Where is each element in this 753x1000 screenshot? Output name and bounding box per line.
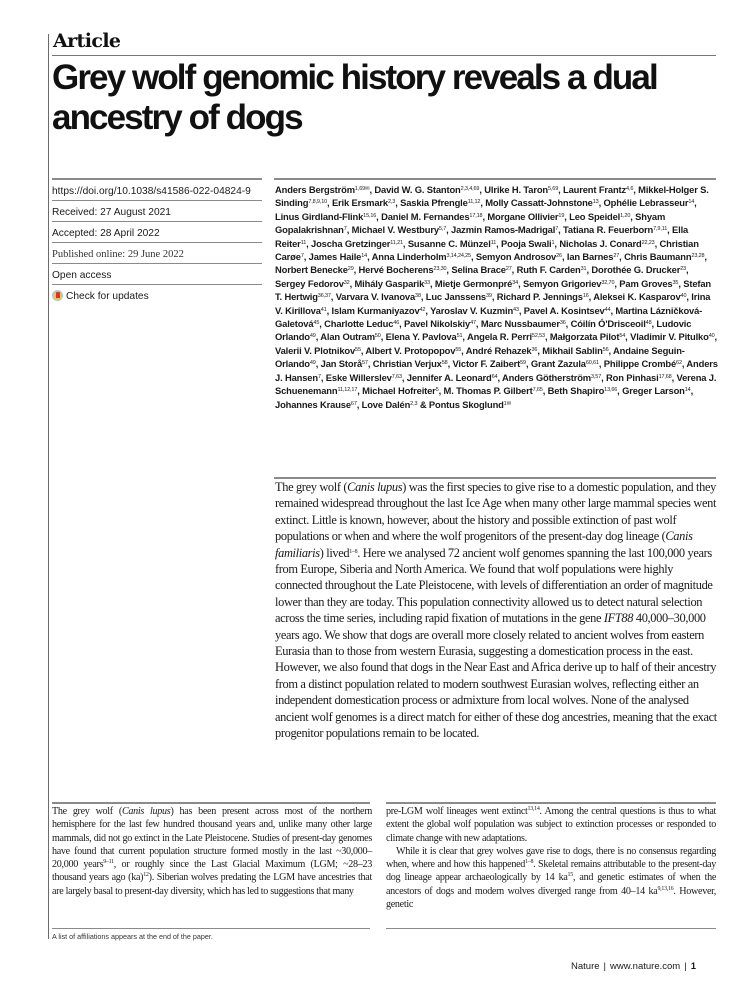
author-affiliation-ref: 11,21 <box>390 239 403 246</box>
article-type-label: Article <box>53 30 121 52</box>
received-date: Received: 27 August 2021 <box>52 204 262 222</box>
author-affiliation-ref: 7 <box>555 226 559 233</box>
author-name[interactable]: Anders J. Hansen <box>275 358 718 383</box>
author-affiliation-ref: 5,7 <box>438 226 447 233</box>
author-name[interactable]: Mihály Gasparik <box>354 277 425 289</box>
author-affiliation-ref: 62 <box>676 360 682 367</box>
author-affiliation-ref: 2,3,4,69 <box>460 186 480 192</box>
author-affiliation-ref: 23,30 <box>433 266 447 273</box>
author-affiliation-ref: 7,63 <box>391 373 402 380</box>
author-name[interactable]: Ian Barnes <box>566 251 614 263</box>
author-affiliation-ref: 58 <box>441 360 448 367</box>
author-name[interactable]: Eske Willerslev <box>325 371 392 383</box>
author-affiliation-ref: 5,69 <box>548 186 559 192</box>
author-affiliation-ref: 15,16 <box>363 212 377 219</box>
author-affiliation-ref: 13,66 <box>604 387 618 394</box>
author-name[interactable]: Anna Linderholm <box>371 251 447 263</box>
author-affiliation-ref: 3,14,24,25 <box>446 253 471 260</box>
author-affiliation-ref: 36,37 <box>317 293 331 300</box>
author-affiliation-ref: 3,57 <box>591 373 602 380</box>
author-affiliation-ref: 14 <box>688 199 695 206</box>
author-affiliation-ref: 40 <box>680 293 687 300</box>
journal-name: Nature <box>571 961 600 972</box>
author-affiliation-ref: 31 <box>580 266 587 273</box>
author-affiliation-ref: 7 <box>300 253 304 260</box>
metadata-divider <box>52 178 262 180</box>
author-affiliation-ref: 42 <box>419 306 426 313</box>
author-name[interactable]: Anders Götherström <box>502 371 591 383</box>
author-affiliation-ref: 64 <box>491 373 498 380</box>
author-affiliation-ref: 27 <box>505 266 512 273</box>
author-affiliation-ref: 41 <box>320 306 327 313</box>
author-affiliation-ref: 7 <box>317 373 321 380</box>
header-divider <box>52 55 716 56</box>
article-metadata-panel <box>52 178 262 308</box>
author-affiliation-ref: 56 <box>602 346 609 353</box>
footer-separator: | <box>603 961 606 972</box>
author-affiliation-ref: 1✉ <box>503 400 512 407</box>
author-name[interactable]: Saskia Pfrengle <box>400 197 468 209</box>
author-name[interactable]: Mietje Germonpré <box>434 277 513 289</box>
author-affiliation-ref: 1,69✉ <box>354 186 370 192</box>
author-affiliation-ref: 2,3 <box>410 400 418 407</box>
citation-ref[interactable]: 9–11 <box>103 859 114 866</box>
author-name[interactable]: Susanne C. Münzel <box>407 237 491 249</box>
author-name[interactable]: Martina Lázničková-Galetová <box>275 304 703 330</box>
check-for-updates-icon <box>52 290 63 301</box>
author-name[interactable]: Angela R. Perri <box>466 331 532 343</box>
author-affiliation-ref: 33 <box>424 279 430 286</box>
species-name: Canis lupus <box>121 806 171 817</box>
author-affiliation-ref: 11,12 <box>467 199 481 206</box>
author-affiliation-ref: 1 <box>551 239 555 246</box>
author-name[interactable]: Irina V. Kirillova <box>275 291 711 316</box>
author-name[interactable]: Daniel M. Fernandes <box>381 210 470 222</box>
author-affiliation-ref: 54 <box>619 333 626 340</box>
author-affiliation-ref: 16 <box>582 293 589 300</box>
author-affiliation-ref: 50 <box>374 333 381 340</box>
author-affiliation-ref: 55 <box>455 346 462 353</box>
author-name[interactable]: Pontus Skoglund <box>428 398 504 410</box>
author-name[interactable]: Leo Speidel <box>569 210 621 222</box>
citation-ref[interactable]: 9,13,16 <box>657 885 674 892</box>
author-name[interactable]: M. Thomas P. Gilbert <box>443 385 533 397</box>
author-name[interactable]: James Haile <box>308 251 362 263</box>
body-paragraph: The grey wolf (Canis lupus) has been present across most of the northern hemisphere for the last few hundred thousand years and, unlike many other large mammals, did not go extinct in the Late Pleistocene. Studies of present-day genomes have found that current population structure formed mostly in the last ~30,000–20,000 years$^{9-11}$, or roughly since the Last Glacial Maximum (LGM; ~28–23 thousand years ago (ka)$^{12}$). Siberian wolves predating the LGM have ancestries that are largely basal to present-day diversity, which has led to suggestions that many <box>52 806 373 897</box>
abstract: The grey wolf (Canis lupus) was the first species to give rise to a domestic population, and they remained widespread throughout the last Ice Age when many other large mammal species went extinct. Little is known, however, about the history and possible extinction of past wolf populations or when and where the wolf progenitors of the present-day dog lineage (Canis familiaris) lived$^{1-8}$. Here we analysed 72 ancient wolf genomes spanning the last 100,000 years from Europe, Siberia and North America. We found that wolf populations were highly connected throughout the Late Pleistocene, with levels of differentiation an order of magnitude lower than they are today. This population connectivity allowed us to detect natural selection across the time series, including rapid fixation of mutations in the gene IFT88 40,000–30,000 years ago. We show that dogs are overall more closely related to ancient wolves from eastern Eurasia than to those from western Eurasia, suggesting a domestication process in the east. However, we also found that dogs in the Near East and Africa derive up to half of their ancestry from a distinct population related to modern southwest Eurasian wolves, reflecting either an independent domestication process or admixture from local wolves. None of the analysed ancient wolf genomes is a direct match for either of these dog ancestries, meaning that the exact progenitor populations remain to be located. <box>275 480 717 741</box>
page-number: 1 <box>690 961 696 972</box>
left-margin-rule <box>48 34 49 939</box>
author-name[interactable]: Charlotte Leduc <box>324 318 394 330</box>
author-name[interactable]: Joscha Gretzinger <box>311 237 391 249</box>
author-affiliation-ref: 14 <box>361 253 368 260</box>
journal-url-link[interactable]: www.nature.com <box>609 961 681 972</box>
species-name: Canis familiaris <box>275 529 693 560</box>
author-affiliation-ref: 40 <box>708 333 715 340</box>
open-access-label: Open access <box>52 267 262 285</box>
author-affiliation-ref: 36 <box>531 346 538 353</box>
author-name[interactable]: Valerii V. Plotnikov <box>275 344 356 356</box>
author-name[interactable]: Pavel A. Kosintsev <box>523 304 605 316</box>
doi-item <box>52 183 262 201</box>
author-name[interactable]: David W. G. Stanton <box>374 184 461 195</box>
author-name[interactable]: Dorothée G. Drucker <box>591 264 681 276</box>
author-name[interactable]: Greger Larson <box>622 385 685 397</box>
author-affiliation-ref: 23 <box>680 266 687 273</box>
author-name[interactable]: Christian Carøe <box>275 237 699 263</box>
author-name[interactable]: Marc Nussbaumer <box>480 318 560 330</box>
author-affiliation-ref: 57 <box>362 360 368 367</box>
author-name[interactable]: Ella Reiter <box>275 224 689 249</box>
author-name[interactable]: Norbert Benecke <box>275 264 348 276</box>
author-name[interactable]: Love Dalén <box>361 398 411 410</box>
author-name[interactable]: Philippe Crombé <box>603 358 677 370</box>
author-name[interactable]: Tatiana R. Feuerborn <box>563 224 654 236</box>
author-name[interactable]: Semyon Grigoriev <box>522 277 602 289</box>
author-name[interactable]: Molly Cassatt-Johnstone <box>485 197 593 209</box>
author-affiliation-ref: 34 <box>512 279 519 286</box>
author-affiliation-ref: 7,8,9,10 <box>308 199 328 206</box>
accepted-date: Accepted: 28 April 2022 <box>52 225 262 243</box>
author-name[interactable]: Shyam Gopalakrishnan <box>275 210 666 236</box>
author-name[interactable]: Vladimir V. Pitulko <box>630 331 709 343</box>
author-affiliation-ref: 14 <box>684 387 691 394</box>
author-name[interactable]: Hervé Bocherens <box>358 264 434 276</box>
author-affiliation-ref: 51 <box>456 333 463 340</box>
author-name[interactable]: Aleksei K. Kasparov <box>593 291 681 303</box>
author-affiliation-ref: 45 <box>313 320 320 327</box>
author-name[interactable]: Małgorzata Pilot <box>549 331 620 343</box>
author-affiliation-ref: 7,65 <box>532 387 543 394</box>
author-affiliation-ref: 49 <box>309 333 316 340</box>
author-affiliation-ref: 27 <box>613 253 620 260</box>
body-divider-right <box>386 802 716 804</box>
citation-ref[interactable]: 12 <box>143 872 149 879</box>
citation-ref[interactable]: 1–8 <box>349 548 358 555</box>
author-list: Anders Bergström$^{1,69✉}$, David W. G. Stanton$^{2,3,4,69}$, Ulrike H. Taron$^{5,69}$, Laurent Frantz$^{4,6}$, Mikkel-Holger S. Sinding$^{7,8,9,10}$, Erik Ersmark$^{2,3}$, Saskia Pfrengle$^{11,12}$, Molly Cassatt-Johnstone$^{13}$, Ophélie Lebrasseur$^{14}$, Linus Girdland-Flink$^{15,16}$, Daniel M. Fernandes$^{17,18}$, Morgane Ollivier$^{19}$, Leo Speidel$^{1,20}$, Shyam Gopalakrishnan$^7$, Michael V. Westbury$^{5,7}$, Jazmin Ramos-Madrigal$^7$, Tatiana R. Feuerborn$^{7,9,11}$, Ella Reiter$^{11}$, Joscha Gretzinger$^{11,21}$, Susanne C. Münzel$^{11}$, Pooja Swali$^1$, Nicholas J. Conard$^{22,23}$, Christian Carøe$^7$, James Haile$^{14}$, Anna Linderholm$^{3,14,24,25}$, Semyon Androsov$^{26}$, Ian Barnes$^{27}$, Chris Baumann$^{23,28}$, Norbert Benecke$^{29}$, Hervé Bocherens$^{23,30}$, Selina Brace$^{27}$, Ruth F. Carden$^{31}$, Dorothée G. Drucker$^{23}$, Sergey Fedorov$^{32}$, Mihály Gasparik$^{33}$, Mietje Germonpré$^{34}$, Semyon Grigoriev$^{32,70}$, Pam Groves$^{35}$, Stefan T. Hertwig$^{36,37}$, Varvara V. Ivanova$^{38}$, Luc Janssens$^{39}$, Richard P. Jennings$^{16}$, Aleksei K. Kasparov$^{40}$, Irina V. Kirillova$^{41}$, Islam Kurmaniyazov$^{42}$, Yaroslav V. Kuzmin$^{43}$, Pavel A. Kosintsev$^{44}$, Martina Lázničková-Galetová$^{45}$, Charlotte Leduc$^{46}$, Pavel Nikolskiy$^{47}$, Marc Nussbaumer$^{36}$, Cóilín Ó'Drisceoil$^{48}$, Ludovic Orlando$^{49}$, Alan Outram$^{50}$, Elena Y. Pavlova$^{51}$, Angela R. Perri$^{52,53}$, Małgorzata Pilot$^{54}$, Vladimir V. Pitulko$^{40}$, Valerii V. Plotnikov$^{55}$, Albert V. Protopopov$^{55}$, André Rehazek$^{36}$, Mikhail Sablin$^{56}$, Andaine Seguin-Orlando$^{49}$, Jan Storå$^{57}$, Christian Verjux$^{58}$, Victor F. Zaibert$^{59}$, Grant Zazula$^{60,61}$, Philippe Crombé$^{62}$, Anders J. Hansen$^7$, Eske Willerslev$^{7,63}$, Jennifer A. Leonard$^{64}$, Anders Götherström$^{3,57}$, Ron Pinhasi$^{17,68}$, Verena J. Schuenemann$^{11,12,17}$, Michael Hofreiter$^5$, M. Thomas P. Gilbert$^{7,65}$, Beth Shapiro$^{13,66}$, Greger Larson$^{14}$, Johannes Krause$^{67}$, Love Dalén$^{2,3}$ & Pontus Skoglund$^{1✉}$ <box>275 184 718 410</box>
author-name[interactable]: Jazmin Ramos-Madrigal <box>451 224 556 236</box>
species-name: Canis lupus <box>347 480 403 494</box>
author-name[interactable]: Ron Pinhasi <box>606 371 659 383</box>
author-affiliation-ref: 13 <box>592 199 599 206</box>
page-footer <box>571 961 696 972</box>
authors-divider <box>274 178 716 180</box>
author-affiliation-ref: 2,3 <box>388 199 396 206</box>
author-name[interactable]: Pooja Swali <box>501 237 552 249</box>
article-title: Grey wolf genomic history reveals a dual ancestry of dogs <box>52 58 657 137</box>
author-name[interactable]: Selina Brace <box>451 264 506 276</box>
author-affiliation-ref: 44 <box>604 306 611 313</box>
author-name[interactable]: Ulrike H. Taron <box>484 184 548 195</box>
author-name[interactable]: Elena Y. Pavlova <box>385 331 457 343</box>
author-affiliation-ref: 46 <box>393 320 400 327</box>
affiliations-footnote: A list of affiliations appears at the end of the paper. <box>52 932 213 941</box>
author-affiliation-ref: 32 <box>343 279 350 286</box>
author-name[interactable]: Luc Janssens <box>425 291 486 303</box>
author-affiliation-ref: 11 <box>300 239 307 246</box>
gene-name: IFT88 <box>603 611 634 626</box>
author-name[interactable]: Alan Outram <box>320 331 375 343</box>
author-name[interactable]: Stefan T. Hertwig <box>275 277 712 303</box>
author-name[interactable]: Ruth F. Carden <box>516 264 581 276</box>
author-name[interactable]: Semyon Androsov <box>475 251 557 263</box>
author-name[interactable]: Anders Bergström <box>275 184 355 195</box>
author-name[interactable]: Jennifer A. Leonard <box>406 371 492 383</box>
author-affiliation-ref: 29 <box>347 266 354 273</box>
body-divider-left <box>52 802 370 804</box>
author-name[interactable]: Cóilín Ó'Drisceoil <box>570 318 646 330</box>
author-affiliation-ref: 60,61 <box>585 360 599 367</box>
author-name[interactable]: Laurent Frantz <box>563 184 627 195</box>
author-affiliation-ref: 55 <box>355 346 361 353</box>
author-name[interactable]: André Rehazek <box>465 344 532 356</box>
author-affiliation-ref: 67 <box>350 400 357 407</box>
citation-ref[interactable]: 15 <box>567 872 573 879</box>
author-name[interactable]: Morgane Ollivier <box>487 210 559 222</box>
author-affiliation-ref: 19 <box>558 212 565 219</box>
author-name[interactable]: Pam Groves <box>619 277 673 289</box>
body-column-right <box>386 805 716 911</box>
author-name[interactable]: Grant Zazula <box>530 358 586 370</box>
author-affiliation-ref: 43 <box>513 306 519 313</box>
author-name[interactable]: Chris Baumann <box>624 251 692 263</box>
footer-separator: | <box>684 961 687 972</box>
check-for-updates-button[interactable] <box>52 288 262 305</box>
author-name[interactable]: Richard P. Jennings <box>496 291 583 303</box>
author-affiliation-ref: 52,53 <box>531 333 545 340</box>
author-name[interactable]: Linus Girdland-Flink <box>275 210 364 222</box>
author-name[interactable]: Jan Storå <box>320 358 363 370</box>
doi-link[interactable]: https://doi.org/10.1038/s41586-022-04824-9 <box>52 186 251 197</box>
author-name[interactable]: Mikhail Sablin <box>542 344 603 356</box>
citation-ref[interactable]: 1–8 <box>525 859 534 866</box>
author-name[interactable]: Sergey Fedorov <box>275 277 344 289</box>
author-affiliation-ref: 59 <box>520 360 526 367</box>
body-column-left <box>52 805 372 898</box>
author-affiliation-ref: 36 <box>559 320 566 327</box>
author-name[interactable]: Mikkel-Holger S. Sinding <box>275 184 709 209</box>
author-name[interactable]: Verena J. Schuenemann <box>275 371 717 397</box>
author-affiliation-ref: 7 <box>343 226 347 233</box>
author-name[interactable]: Varvara V. Ivanova <box>335 291 416 303</box>
citation-ref[interactable]: 13,14 <box>527 806 540 812</box>
footnote-divider-left <box>52 928 370 929</box>
author-name[interactable]: Ophélie Lebrasseur <box>603 197 689 209</box>
author-affiliation-ref: 4,6 <box>626 186 634 192</box>
author-affiliation-ref: 11,12,17 <box>337 387 358 394</box>
author-name[interactable]: Islam Kurmaniyazov <box>331 304 420 316</box>
author-name[interactable]: Michael V. Westbury <box>351 224 439 236</box>
author-name[interactable]: Ludovic Orlando <box>275 318 692 343</box>
author-affiliation-ref: 22,23 <box>641 239 655 246</box>
author-affiliation-ref: 38 <box>415 293 421 300</box>
author-name[interactable]: Victor F. Zaibert <box>452 358 521 370</box>
author-affiliation-ref: 17,68 <box>658 373 672 380</box>
author-affiliation-ref: 47 <box>470 320 476 327</box>
author-name[interactable]: Nicholas J. Conard <box>559 237 642 249</box>
author-name[interactable]: Yaroslav V. Kuzmin <box>430 304 514 316</box>
author-name[interactable]: Andaine Seguin-Orlando <box>275 344 685 370</box>
author-name[interactable]: Christian Verjux <box>372 358 442 370</box>
author-affiliation-ref: 17,18 <box>469 212 483 219</box>
body-paragraph: pre-LGM wolf lineages went extinct$^{13,14}$. Among the central questions is thus to what extent the global wolf population was subject to extinction processes or responded to climate change with new adaptations. <box>386 806 717 844</box>
author-affiliation-ref: 35 <box>672 279 679 286</box>
author-affiliation-ref: 7,9,11 <box>653 226 668 233</box>
author-affiliation-ref: 39 <box>486 293 492 300</box>
author-name[interactable]: Erik Ersmark <box>331 197 388 209</box>
author-affiliation-ref: 26 <box>556 253 562 260</box>
check-for-updates-label: Check for updates <box>66 291 149 302</box>
author-affiliation-ref: 23,28 <box>691 253 705 260</box>
author-name[interactable]: Pavel Nikolskiy <box>404 318 471 330</box>
author-affiliation-ref: 32,70 <box>601 279 615 286</box>
author-affiliation-ref: 11 <box>490 239 497 246</box>
published-date: Published online: 29 June 2022 <box>52 246 262 264</box>
author-name[interactable]: Michael Hofreiter <box>362 385 436 397</box>
author-name[interactable]: Albert V. Protopopov <box>365 344 456 356</box>
author-name[interactable]: Johannes Krause <box>275 398 351 410</box>
author-affiliation-ref: 1,20 <box>620 212 631 219</box>
footnote-divider-right <box>386 928 716 929</box>
body-paragraph: While it is clear that grey wolves gave rise to dogs, there is no consensus regarding when, where and how this happened$^{1-8}$. Skeletal remains attributable to the present-day dog lineage appear archaeologically by 14 $ka^{15}$, and genetic estimates of when the ancestors of dogs and modern wolves diverged range from 40–14 ka$^{9,13,16}$. However, genetic <box>386 845 717 911</box>
author-name[interactable]: Beth Shapiro <box>547 385 605 397</box>
author-affiliation-ref: 5 <box>435 387 439 394</box>
author-affiliation-ref: 49 <box>309 360 316 367</box>
author-affiliation-ref: 48 <box>645 320 652 327</box>
